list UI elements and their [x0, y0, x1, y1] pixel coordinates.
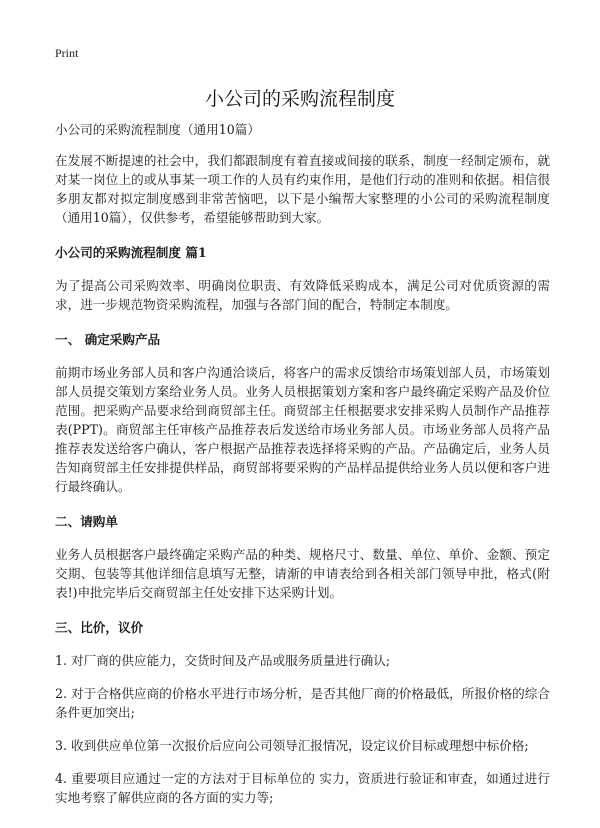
chapter-heading: 小公司的采购流程制度 篇1: [55, 245, 207, 260]
print-link[interactable]: Print: [55, 46, 79, 60]
section-2-paragraph: 业务人员根据客户最终确定采购产品的种类、规格尺寸、数量、单位、单价、金额、预定交期、包装等其他详细信息填写无整，请渐的申请表给到各相关部门领导申批，格式(附表!)申批完毕后交商贸部主任处安排下达采购计划。: [55, 547, 550, 600]
intro-paragraph: 在发展不断提速的社会中，我们都跟制度有着直接或间接的联系，制度一经制定颁布，就对某一岗位上的或从事某一项工作的人员有约束作用，是他们行动的准则和依据。相信很多朋友都对拟定制度感到非常苦恼吧，以下是小编帮大家整理的小公司的采购流程制度（通用10篇），仅供参考，希望能够帮助到大家。: [55, 153, 550, 225]
section-1-paragraph: 前期市场业务部人员和客户沟通洽谈后，将客户的需求反馈给市场策划部人员，市场策划部人员提交策划方案给业务人员。业务人员根据策划方案和客户最终确定采购产品及价位范围。把采购产品要求给到商贸部主任。商贸部主任根据要求安排采购人员制作产品推荐表(PPT)。商贸部主任审核产品推荐表后发送给市场业务部人员。市场业务部人员将产品推荐表发送给客户确认，客户根据产品推荐表选择将采购的产品。产品确定后，业务人员告知商贸部主任安排提供样品，商贸部将要采购的产品样品提供给业务人员以便和客户进行最终确认。: [55, 365, 550, 494]
section-heading-2: 二、请购单: [55, 514, 118, 529]
document-body: [55, 120, 550, 821]
document-subtitle: 小公司的采购流程制度（通用10篇）: [55, 122, 260, 137]
list-item: 3. 收到供应单位第一次报价后应向公司领导汇报情况，设定议价目标或理想中标价格;: [55, 738, 529, 753]
list-item: 2. 对于合格供应商的价格水平进行市场分析，是否其他厂商的价格最低，所报价格的综合条件更加突出;: [55, 686, 550, 720]
chapter-intro-paragraph: 为了提高公司采购效率、明确岗位职责、有效降低采购成本，满足公司对优质资源的需求，进一步规范物资采购流程，加强与各部门间的配合，特制定本制度。: [55, 278, 550, 312]
list-item: 1. 对厂商的供应能力，交货时间及产品或服务质量进行确认;: [55, 653, 391, 668]
section-heading-1: 一、 确定采购产品: [55, 332, 161, 347]
section-heading-3: 三、比价，议价: [55, 620, 144, 635]
list-item: 4. 重要项目应通过一定的方法对于目标单位的 实力，资质进行验证和审查，如通过进行实地考察了解供应商的各方面的实力等;: [55, 771, 550, 805]
document-title: 小公司的采购流程制度: [204, 88, 395, 110]
